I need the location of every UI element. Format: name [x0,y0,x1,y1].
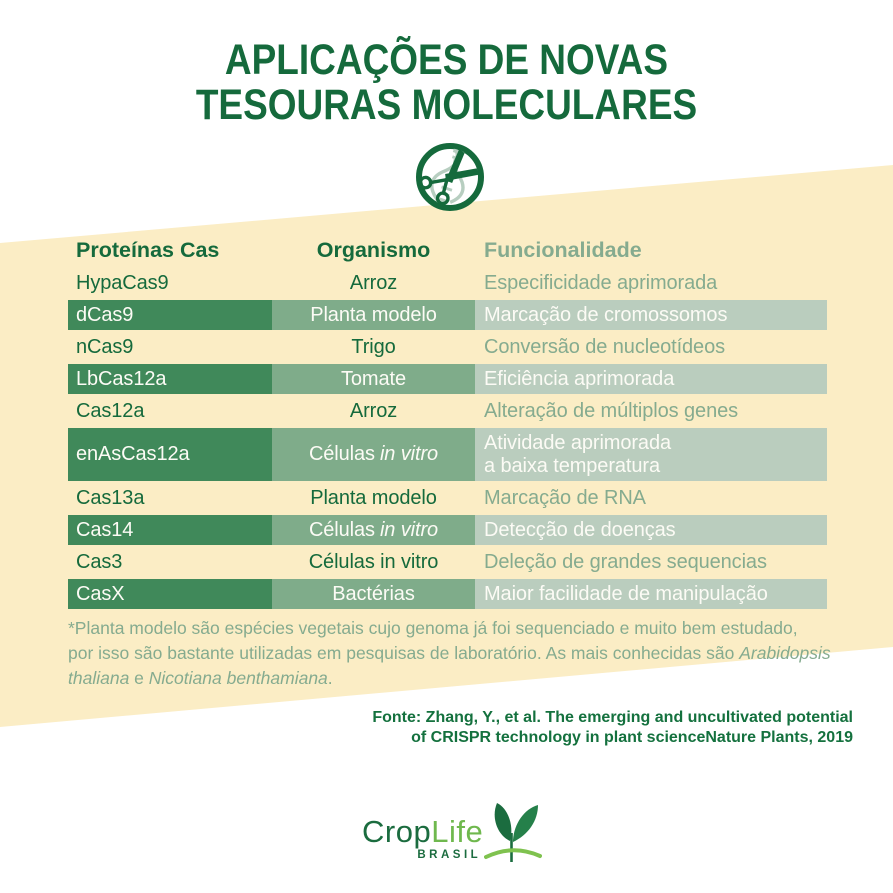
croplife-brasil-logo [362,799,542,865]
organism-cell: Arroz [349,271,398,294]
organism-cell: Células in vitro [272,428,475,481]
logo-text [362,816,483,861]
protein-cell: Cas3 [76,550,123,573]
cas-table [68,236,827,611]
footnote-text: Nicotiana benthamiana [148,668,328,688]
scissors-dna-icon [412,139,488,215]
title-line-1: APLICAÇÕES DE NOVAS [224,36,669,84]
protein-cell: LbCas12a [68,364,272,394]
functionality-cell: Especificidade aprimorada [484,271,718,294]
table-row [68,428,827,481]
functionality-cell: Detecção de doenças [475,515,827,545]
logo-subtitle: BRASIL [417,849,482,861]
logo-word-crop: Crop [362,814,432,849]
protein-cell: dCas9 [68,300,272,330]
header-proteins: Proteínas Cas [76,237,220,262]
functionality-cell: Maior facilidade de manipulação [475,579,827,609]
organism-cell: Tomate [272,364,475,394]
organism-cell: Arroz [349,399,398,422]
table-row [68,268,827,298]
table-header-row [68,236,827,264]
table-row [68,300,827,330]
table-body [68,268,827,609]
functionality-cell: Marcação de RNA [484,486,646,509]
organism-cell: Planta modelo [310,486,437,509]
functionality-cell: Atividade aprimorada a baixa temperatura [475,428,827,481]
functionality-cell: Eficiência aprimorada [475,364,827,394]
footnote-text: Arabidopsis [739,643,831,663]
logo-word-life: Life [431,814,484,849]
table-row [68,396,827,426]
page-title [0,38,893,128]
source-citation [372,708,853,747]
table-row [68,364,827,394]
protein-cell: nCas9 [76,335,134,358]
source-line-1: Fonte: Zhang, Y., et al. The emerging and uncultivated potential [372,709,853,726]
table-row [68,579,827,609]
header-organism: Organismo [316,237,431,262]
footnote [68,616,858,691]
table-row [68,515,827,545]
organism-cell: Planta modelo [272,300,475,330]
footnote-text: por isso são bastante utilizadas em pesquisas de laboratório. As mais conhecidas são [68,643,740,663]
table-row [68,332,827,362]
table-row [68,483,827,513]
functionality-cell: Deleção de grandes sequencias [484,550,767,573]
protein-cell: Cas12a [76,399,145,422]
organism-cell: Células in vitro [308,550,439,573]
header-functionality: Funcionalidade [484,237,642,262]
functionality-cell: Marcação de cromossomos [475,300,827,330]
organism-cell: Bactérias [272,579,475,609]
footnote-text: thaliana [68,668,130,688]
protein-cell: HypaCas9 [76,271,169,294]
organism-cell: Células in vitro [272,515,475,545]
functionality-cell: Alteração de múltiplos genes [484,399,739,422]
protein-cell: Cas13a [76,486,145,509]
sprout-icon [484,799,542,865]
footnote-text: . [327,668,333,688]
source-line-2: of CRISPR technology in plant scienceNature Plants, 2019 [411,728,853,746]
functionality-cell: Conversão de nucleotídeos [484,335,725,358]
logo-wordmark [362,816,483,847]
table-row [68,547,827,577]
title-line-2: TESOURAS MOLECULARES [195,81,698,129]
protein-cell: Cas14 [68,515,272,545]
protein-cell: CasX [68,579,272,609]
footnote-text: e [129,668,149,688]
footnote-text: *Planta modelo são espécies vegetais cujo genoma já foi sequenciado e muito bem estudado, [68,618,798,638]
protein-cell: enAsCas12a [68,428,272,481]
organism-cell: Trigo [351,335,396,358]
